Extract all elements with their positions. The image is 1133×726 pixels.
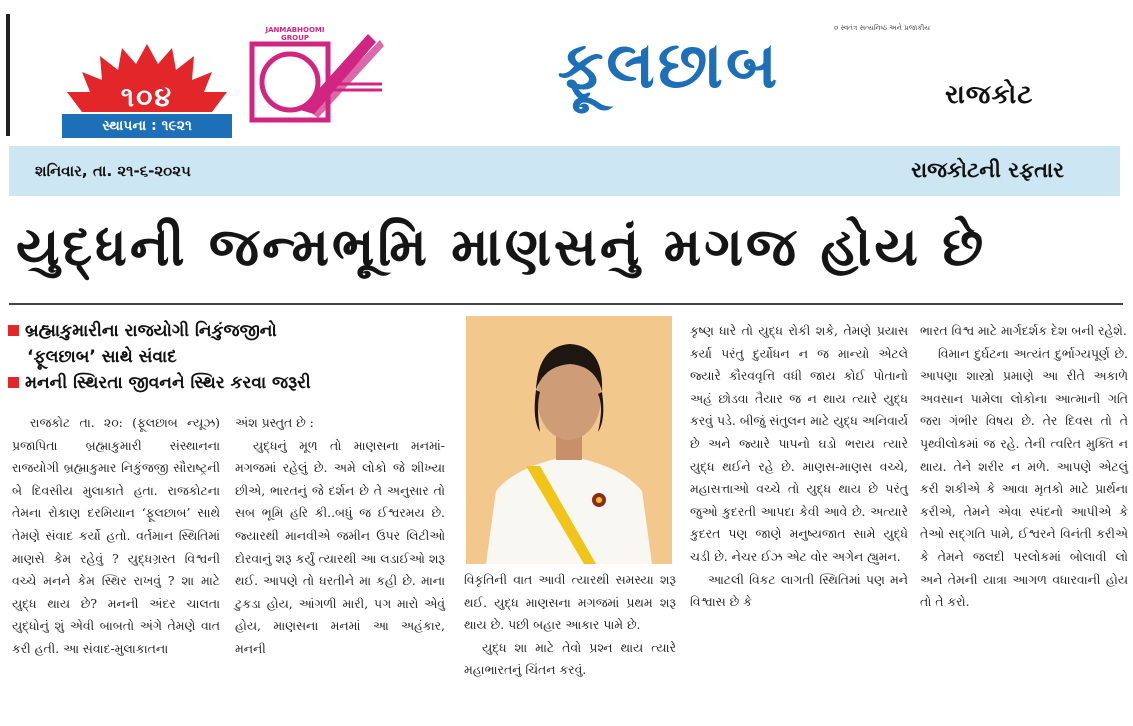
paragraph: વિમાન દુર્ઘટના અત્યંત દુર્ભાગ્યપૂર્ણ છે. આપણા શાસ્ત્રો પ્રમાણે આ રીતે અકાળે અવસાન પામેલા લોકોના આત્માની ગતિ જરા ગંભીર વિષય છે. તેર દિવસ તો તે પૃથ્વીલોકમાં જ રહે. તેની ત્વરિત મુક્તિ ન થાય. તેને શરીર ન મળે. આપણે એટલું કરી શકીએ કે આવા મૃતકો માટે પ્રાર્થના કરીએ, તેમને એવા સ્પંદનો આપીએ કે તેઓ સદ્ગતિ પામે, ઈશ્વરને વિનંતી કરીએ કે તેમને જલદી પરલોકમાં બોલાવી લો અને તેમની યાત્રા આગળ વધારવાની હોય તો તે કરો. (920, 345, 1128, 610)
speaker-photo (466, 316, 672, 564)
deck-block (8, 318, 458, 396)
deck-line-1 (8, 318, 458, 344)
article-column-5 (920, 320, 1128, 614)
issue-date: શનિવાર, તા. ૨૧-૬-૨૦૨૫ (35, 162, 191, 180)
brand-name: ફૂલછાબ (557, 29, 781, 103)
group-logo (248, 22, 388, 126)
paragraph: કૃષ્ણ ધારે તો યુદ્ધ રોકી શકે, તેમણે પ્રયાસ કર્યા પરંતુ દુર્યોધન ન જ માન્યો એટલે જ્યારે કૌરવવૃત્તિ વધી જાય કોઈ પોતાનો અહં છોડવા તૈયાર જ ન થાય ત્યારે યુદ્ધ કરવું પડે. બીજું સંતુલન માટે યુદ્ધ અનિવાર્ય છે અને જ્યારે પાપનો ઘડો ભરાય ત્યારે યુદ્ધ થઈને રહે છે. માણસ-માણસ વચ્ચે, મહાસત્તાઓ વચ્ચે તો યુદ્ધ થાય છે પરંતુ જુઓ કુદરતી આપદા કેવી આવે છે. અત્યારે કુદરત પણ જાણે મનુષ્યજાત સામે યુદ્ધે ચડી છે. નેચર ઈઝ એટ વોર અગેન હ્યુમન. (690, 323, 908, 564)
tagline: ૦ સ્વતંત્ર સત્યનિષ્ઠ અને પ્રજાકીય (834, 24, 930, 32)
group-label: JANMABHOOMI GROUP (265, 26, 325, 42)
bullet-square-icon (8, 325, 19, 336)
anniversary-number: ૧૦૪ (120, 82, 174, 113)
founded-label: સ્થાપના : ૧૯૨૧ (62, 114, 232, 138)
article-headline: યુદ્ધની જન્મભૂમિ માણસનું મગજ હોય છે (16, 217, 987, 278)
portrait-illustration-icon (466, 316, 672, 564)
date-band (9, 146, 1120, 196)
article-column-1 (12, 412, 220, 661)
masthead (0, 0, 1133, 138)
paragraph: આટલી વિકટ લાગતી સ્થિતિમાં પણ મને વિશ્વાસ છે કે (690, 571, 908, 610)
section-title: રાજકોટની રફતાર (911, 158, 1064, 182)
deck-line-1b (8, 344, 458, 370)
left-divider (6, 14, 10, 136)
paragraph: વિકૃતિની વાત આવી ત્યારથી સમસ્યા શરૂ થઈ. યુદ્ધ માણસના મગજમાં પ્રથમ શરૂ થાય છે. પછી બહાર આકાર પામે છે. (464, 572, 676, 633)
article-column-2 (235, 412, 445, 661)
paragraph: રાજકોટ તા. ૨૦: (ફૂલછાબ ન્યૂઝ) પ્રજાપિતા બ્રહ્માકુમારી સંસ્થાનના રાજયોગી બ્રહ્માકુમાર નિકુંજજી સૌરાષ્ટ્રની બે દિવસીય મુલાકાતે હતા. રાજકોટના તેમના રોકાણ દરમિયાન ‘ફૂલછાબ’ સાથે તેમણે સંવાદ કર્યો હતો. વર્તમાન સ્થિતિમાં માણસે કેમ રહેવું ? યુદ્ધગ્રસ્ત વિશ્વની વચ્ચે મનને કેમ સ્થિર રાખવું ? શા માટે યુદ્ધ થાય છે? મનની અંદર ચાલતા યુદ્ધોનું શું એવી બાબતો અંગે તેમણે વાત કરી હતી. આ સંવાદ-મુલાકાતના (12, 415, 220, 656)
brand-wordmark (404, 30, 934, 102)
deck-text-1b: ‘ફૂલછાબ’ સાથે સંવાદ (27, 347, 177, 367)
paragraph: ભારત વિશ્વ માટે માર્ગદર્શક દેશ બની રહેશે. (920, 323, 1127, 338)
deck-text-2: મનની સ્થિરતા જીવનને સ્થિર કરવા જરૂરી (25, 373, 311, 393)
paragraph: યુદ્ધ શા માટે તેવો પ્રશ્ન થાય ત્યારે મહાભારતનું ચિંતન કરવું. (464, 639, 676, 678)
edition-city: રાજકોટ (945, 80, 1034, 110)
paragraph: અંશ પ્રસ્તુત છે : (235, 415, 314, 430)
article-column-3 (464, 569, 676, 682)
deck-line-2 (8, 370, 458, 396)
deck-text-1: બ્રહ્માકુમારીના રાજયોગી નિકુંજજીનો (25, 321, 277, 341)
headline-divider (9, 303, 1123, 305)
article-column-4 (690, 320, 908, 614)
bullet-square-icon (8, 377, 19, 388)
paragraph: યુદ્ધનું મૂળ તો માણસના મનમાં-મગજમાં રહેલું છે. અમે લોકો જે શીખ્યા છીએ, ભારતનું જે દર્શન છે તે અનુસાર તો સબ ભૂમિ હરિ કી..બધું જ ઈશ્વરમય છે. જ્યારથી માનવીએ જમીન ઉપર લિટીઓ દોરવાનું શરૂ કર્યું ત્યારથી આ લડાઈઓ શરૂ થઈ. આપણે તો ધરતીને મા કહી છે. માના ટુકડા હોય, આંગળી મારી, પગ મારો એવું હોય, માણસના મનમાં આ અહંકાર, મનની (235, 437, 445, 656)
anniversary-badge (62, 42, 232, 138)
